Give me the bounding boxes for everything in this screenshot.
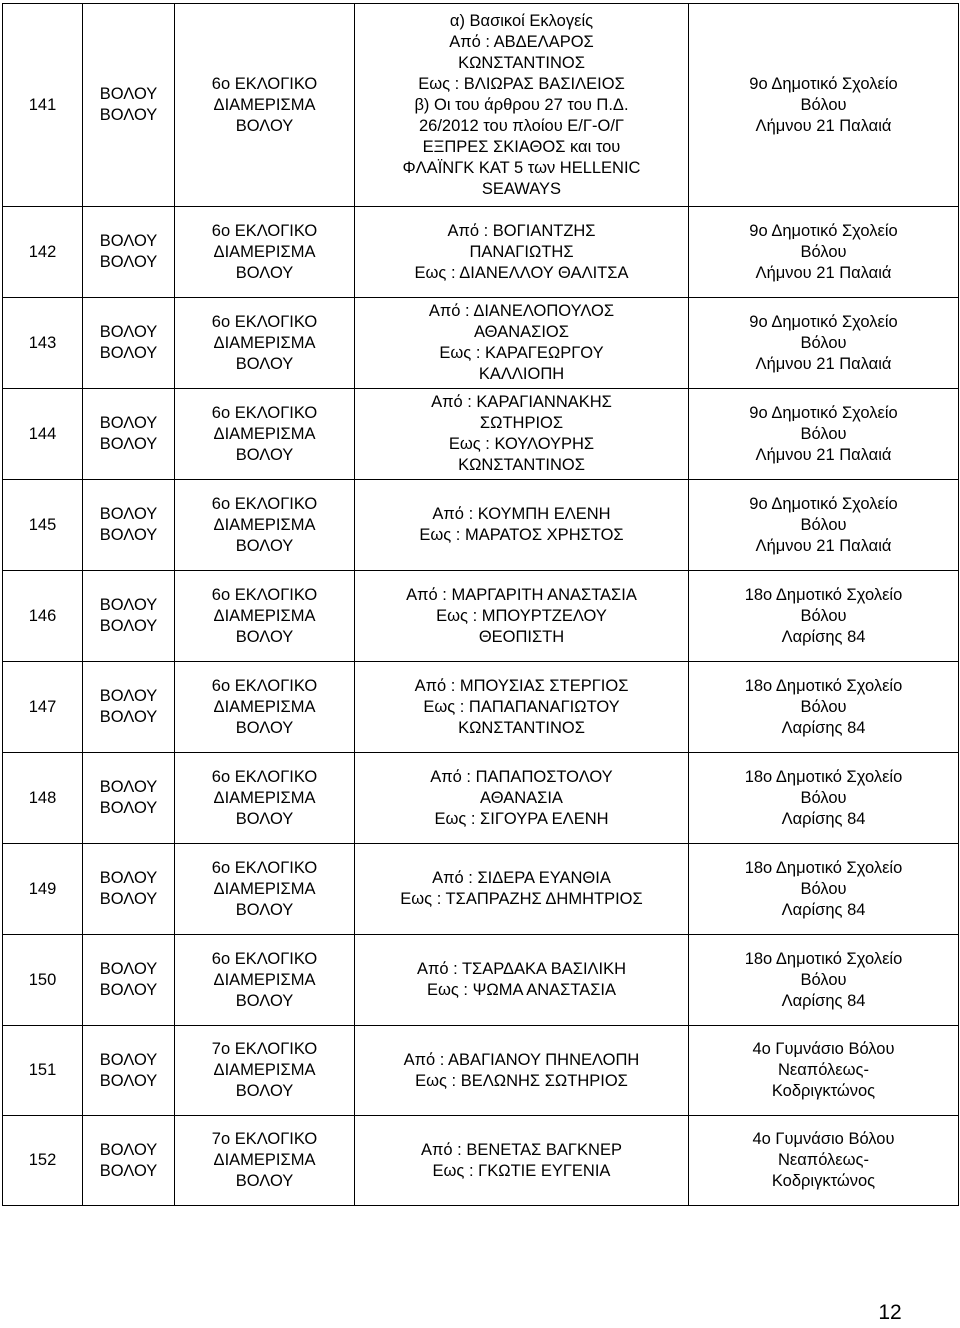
- table-row: [3, 480, 959, 571]
- station-number: 149: [3, 844, 83, 935]
- station-number: 147: [3, 662, 83, 753]
- polling-location-cell: 18ο Δημοτικό Σχολείο Βόλου Λαρίσης 84: [689, 662, 959, 753]
- table-row: [3, 753, 959, 844]
- station-number: 151: [3, 1026, 83, 1116]
- polling-location-cell: 9ο Δημοτικό Σχολείο Βόλου Λήμνου 21 Παλαιά: [689, 207, 959, 298]
- voter-range-cell: Από : ΜΑΡΓΑΡΙΤΗ ΑΝΑΣΤΑΣΙΑ Εως : ΜΠΟΥΡΤΖΕΛΟΥ ΘΕΟΠΙΣΤΗ: [355, 571, 689, 662]
- electoral-district-cell: 6ο ΕΚΛΟΓΙΚΟ ΔΙΑΜΕΡΙΣΜΑ ΒΟΛΟΥ: [175, 4, 355, 207]
- electoral-district-cell: 6ο ΕΚΛΟΓΙΚΟ ΔΙΑΜΕΡΙΣΜΑ ΒΟΛΟΥ: [175, 480, 355, 571]
- polling-stations-table: [2, 3, 959, 1206]
- voter-range-cell: Από : ΠΑΠΑΠΟΣΤΟΛΟΥ ΑΘΑΝΑΣΙΑ Εως : ΣΙΓΟΥΡΑ ΕΛΕΝΗ: [355, 753, 689, 844]
- voter-range-cell: Από : ΒΕΝΕΤΑΣ ΒΑΓΚΝΕΡ Εως : ΓΚΩΤΙΕ ΕΥΓΕΝΙΑ: [355, 1116, 689, 1206]
- municipality-cell: ΒΟΛΟΥ ΒΟΛΟΥ: [83, 480, 175, 571]
- table-row: [3, 935, 959, 1026]
- table-row: [3, 1116, 959, 1206]
- table-row: [3, 389, 959, 480]
- station-number: 148: [3, 753, 83, 844]
- electoral-district-cell: 6ο ΕΚΛΟΓΙΚΟ ΔΙΑΜΕΡΙΣΜΑ ΒΟΛΟΥ: [175, 662, 355, 753]
- municipality-cell: ΒΟΛΟΥ ΒΟΛΟΥ: [83, 1116, 175, 1206]
- station-number: 150: [3, 935, 83, 1026]
- polling-location-cell: 9ο Δημοτικό Σχολείο Βόλου Λήμνου 21 Παλαιά: [689, 480, 959, 571]
- municipality-cell: ΒΟΛΟΥ ΒΟΛΟΥ: [83, 1026, 175, 1116]
- municipality-cell: ΒΟΛΟΥ ΒΟΛΟΥ: [83, 935, 175, 1026]
- table-row: [3, 571, 959, 662]
- station-number: 143: [3, 298, 83, 389]
- electoral-district-cell: 6ο ΕΚΛΟΓΙΚΟ ΔΙΑΜΕΡΙΣΜΑ ΒΟΛΟΥ: [175, 298, 355, 389]
- electoral-district-cell: 6ο ΕΚΛΟΓΙΚΟ ΔΙΑΜΕΡΙΣΜΑ ΒΟΛΟΥ: [175, 207, 355, 298]
- municipality-cell: ΒΟΛΟΥ ΒΟΛΟΥ: [83, 753, 175, 844]
- voter-range-cell: Από : ΚΟΥΜΠΗ ΕΛΕΝΗ Εως : ΜΑΡΑΤΟΣ ΧΡΗΣΤΟΣ: [355, 480, 689, 571]
- municipality-cell: ΒΟΛΟΥ ΒΟΛΟΥ: [83, 662, 175, 753]
- electoral-district-cell: 6ο ΕΚΛΟΓΙΚΟ ΔΙΑΜΕΡΙΣΜΑ ΒΟΛΟΥ: [175, 935, 355, 1026]
- polling-stations-body: [3, 4, 959, 1206]
- table-row: [3, 662, 959, 753]
- electoral-district-cell: 7ο ΕΚΛΟΓΙΚΟ ΔΙΑΜΕΡΙΣΜΑ ΒΟΛΟΥ: [175, 1116, 355, 1206]
- table-row: [3, 207, 959, 298]
- electoral-district-cell: 7ο ΕΚΛΟΓΙΚΟ ΔΙΑΜΕΡΙΣΜΑ ΒΟΛΟΥ: [175, 1026, 355, 1116]
- electoral-district-cell: 6ο ΕΚΛΟΓΙΚΟ ΔΙΑΜΕΡΙΣΜΑ ΒΟΛΟΥ: [175, 571, 355, 662]
- polling-location-cell: 4ο Γυμνάσιο Βόλου Νεαπόλεως- Κοδριγκτώνος: [689, 1116, 959, 1206]
- voter-range-cell: Από : ΒΟΓΙΑΝΤΖΗΣ ΠΑΝΑΓΙΩΤΗΣ Εως : ΔΙΑΝΕΛΛΟΥ ΘΑΛΙΤΣΑ: [355, 207, 689, 298]
- polling-location-cell: 18ο Δημοτικό Σχολείο Βόλου Λαρίσης 84: [689, 571, 959, 662]
- station-number: 152: [3, 1116, 83, 1206]
- municipality-cell: ΒΟΛΟΥ ΒΟΛΟΥ: [83, 4, 175, 207]
- voter-range-cell: Από : ΤΣΑΡΔΑΚΑ ΒΑΣΙΛΙΚΗ Εως : ΨΩΜΑ ΑΝΑΣΤΑΣΙΑ: [355, 935, 689, 1026]
- electoral-district-cell: 6ο ΕΚΛΟΓΙΚΟ ΔΙΑΜΕΡΙΣΜΑ ΒΟΛΟΥ: [175, 753, 355, 844]
- polling-location-cell: 9ο Δημοτικό Σχολείο Βόλου Λήμνου 21 Παλαιά: [689, 4, 959, 207]
- station-number: 146: [3, 571, 83, 662]
- voter-range-cell: Από : ΑΒΑΓΙΑΝΟΥ ΠΗΝΕΛΟΠΗ Εως : ΒΕΛΩΝΗΣ ΣΩΤΗΡΙΟΣ: [355, 1026, 689, 1116]
- table-row: [3, 1026, 959, 1116]
- municipality-cell: ΒΟΛΟΥ ΒΟΛΟΥ: [83, 298, 175, 389]
- table-row: [3, 298, 959, 389]
- electoral-district-cell: 6ο ΕΚΛΟΓΙΚΟ ΔΙΑΜΕΡΙΣΜΑ ΒΟΛΟΥ: [175, 389, 355, 480]
- voter-range-cell: Από : ΣΙΔΕΡΑ ΕΥΑΝΘΙΑ Εως : ΤΣΑΠΡΑΖΗΣ ΔΗΜΗΤΡΙΟΣ: [355, 844, 689, 935]
- page-number: 12: [878, 1301, 902, 1324]
- voter-range-cell: Από : ΚΑΡΑΓΙΑΝΝΑΚΗΣ ΣΩΤΗΡΙΟΣ Εως : ΚΟΥΛΟΥΡΗΣ ΚΩΝΣΤΑΝΤΙΝΟΣ: [355, 389, 689, 480]
- station-number: 145: [3, 480, 83, 571]
- station-number: 141: [3, 4, 83, 207]
- municipality-cell: ΒΟΛΟΥ ΒΟΛΟΥ: [83, 207, 175, 298]
- voter-range-cell: α) Βασικοί Εκλογείς Από : ΑΒΔΕΛΑΡΟΣ ΚΩΝΣΤΑΝΤΙΝΟΣ Εως : ΒΛΙΩΡΑΣ ΒΑΣΙΛΕΙΟΣ β) Οι του άρθρου 27 του Π.Δ. 26/2012 του πλοίου Ε/Γ-Ο/Γ ΕΞΠΡΕΣ ΣΚΙΑΘΟΣ και του ΦΛΑΪΝΓΚ ΚΑΤ 5 των HELLENIC SEAWAYS: [355, 4, 689, 207]
- polling-location-cell: 9ο Δημοτικό Σχολείο Βόλου Λήμνου 21 Παλαιά: [689, 389, 959, 480]
- polling-location-cell: 18ο Δημοτικό Σχολείο Βόλου Λαρίσης 84: [689, 935, 959, 1026]
- table-row: [3, 4, 959, 207]
- polling-location-cell: 9ο Δημοτικό Σχολείο Βόλου Λήμνου 21 Παλαιά: [689, 298, 959, 389]
- voter-range-cell: Από : ΜΠΟΥΣΙΑΣ ΣΤΕΡΓΙΟΣ Εως : ΠΑΠΑΠΑΝΑΓΙΩΤΟΥ ΚΩΝΣΤΑΝΤΙΝΟΣ: [355, 662, 689, 753]
- polling-location-cell: 18ο Δημοτικό Σχολείο Βόλου Λαρίσης 84: [689, 753, 959, 844]
- polling-location-cell: 18ο Δημοτικό Σχολείο Βόλου Λαρίσης 84: [689, 844, 959, 935]
- station-number: 144: [3, 389, 83, 480]
- polling-location-cell: 4ο Γυμνάσιο Βόλου Νεαπόλεως- Κοδριγκτώνος: [689, 1026, 959, 1116]
- municipality-cell: ΒΟΛΟΥ ΒΟΛΟΥ: [83, 571, 175, 662]
- electoral-district-cell: 6ο ΕΚΛΟΓΙΚΟ ΔΙΑΜΕΡΙΣΜΑ ΒΟΛΟΥ: [175, 844, 355, 935]
- station-number: 142: [3, 207, 83, 298]
- voter-range-cell: Από : ΔΙΑΝΕΛΟΠΟΥΛΟΣ ΑΘΑΝΑΣΙΟΣ Εως : ΚΑΡΑΓΕΩΡΓΟΥ ΚΑΛΛΙΟΠΗ: [355, 298, 689, 389]
- municipality-cell: ΒΟΛΟΥ ΒΟΛΟΥ: [83, 844, 175, 935]
- table-row: [3, 844, 959, 935]
- municipality-cell: ΒΟΛΟΥ ΒΟΛΟΥ: [83, 389, 175, 480]
